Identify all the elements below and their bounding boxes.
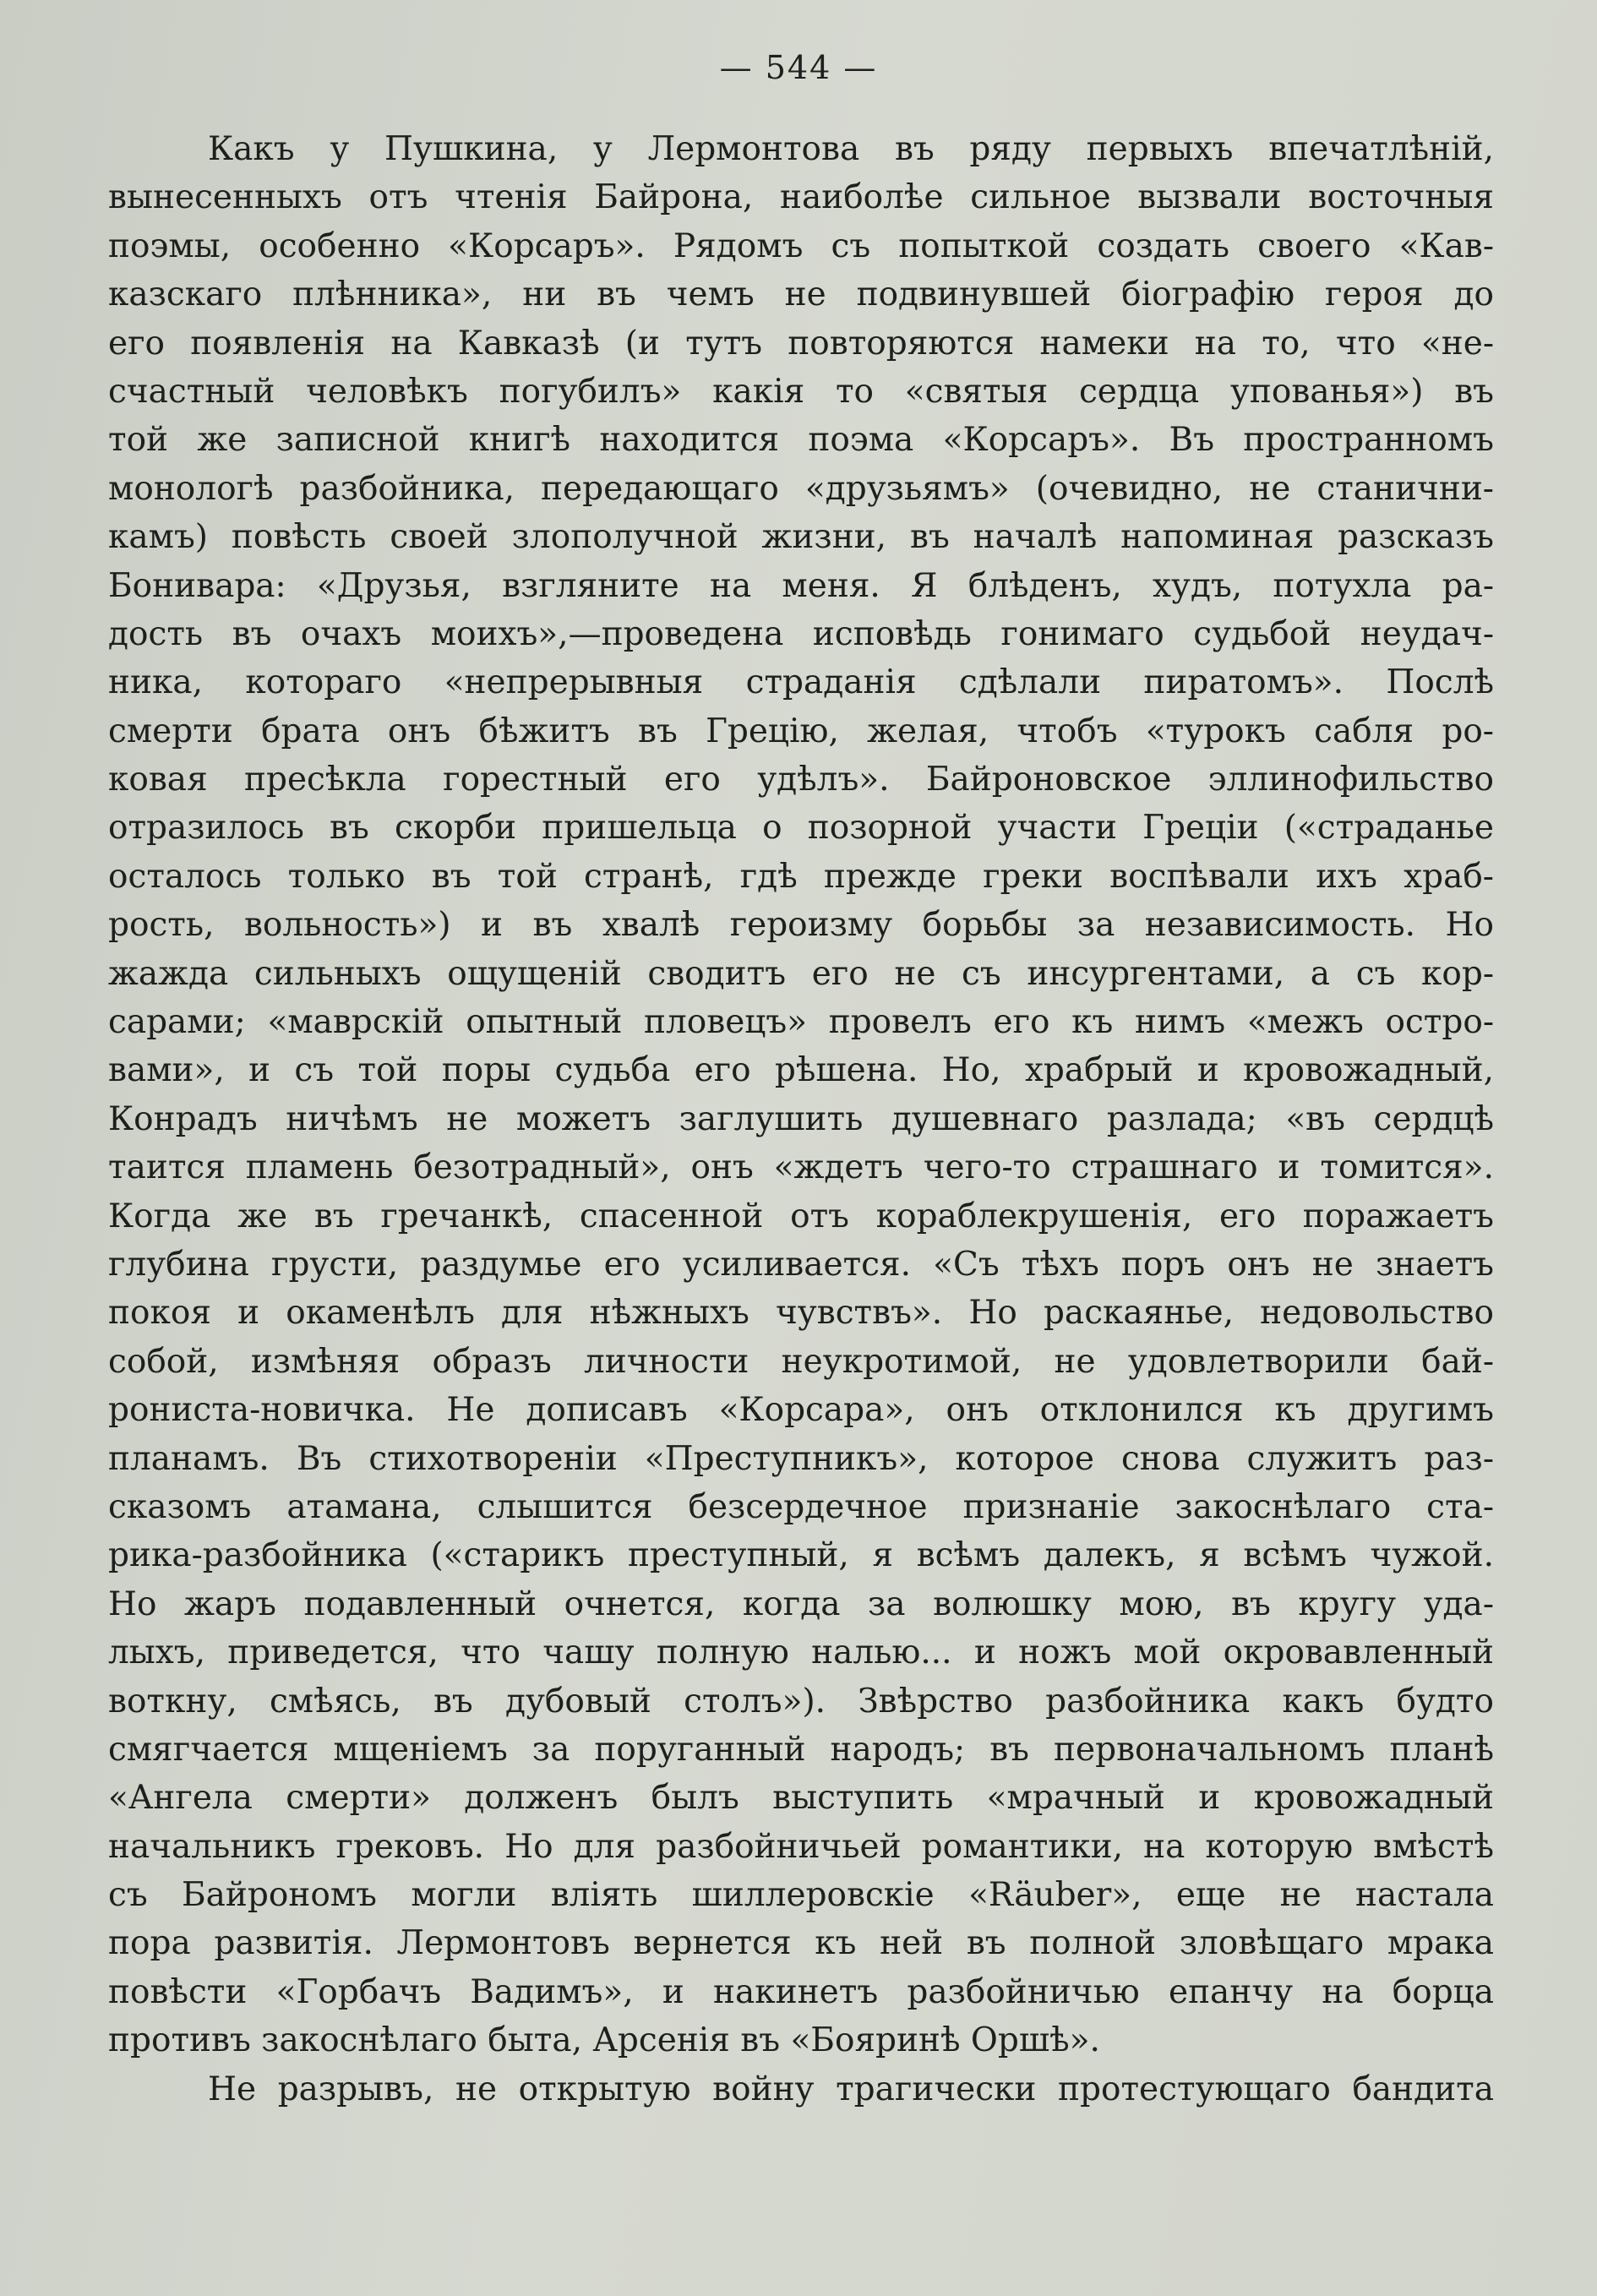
text-line: планамъ. Въ стихотвореніи «Преступникъ», которое снова служитъ раз-: [108, 1439, 1494, 1478]
text-line: камъ) повѣсть своей злополучной жизни, въ началѣ напоминая разсказъ: [108, 518, 1494, 557]
text-line: лыхъ, приведется, что чашу полную налью... и ножъ мой окровавленный: [108, 1633, 1494, 1672]
paragraph-2: [108, 2065, 1494, 2113]
text-line: таится пламень безотрадный», онъ «ждетъ чего-то страшнаго и томится».: [108, 1148, 1494, 1187]
text-line: Какъ у Пушкина, у Лермонтова въ ряду первыхъ впечатлѣній,: [208, 130, 1494, 168]
text-line: той же записной книгѣ находится поэма «Корсаръ». Въ пространномъ: [108, 421, 1494, 460]
text-line: ника, котораго «непрерывныя страданія сдѣлали пиратомъ». Послѣ: [108, 663, 1494, 702]
text-line: Бонивара: «Друзья, взгляните на меня. Я блѣденъ, худъ, потухла ра-: [108, 566, 1494, 605]
paragraph-1: [108, 125, 1494, 2065]
text-line: Но жаръ подавленный очнется, когда за волюшку мою, въ кругу уда-: [108, 1584, 1494, 1623]
text-line: монологѣ разбойника, передающаго «друзьямъ» (очевидно, не станични-: [108, 469, 1494, 508]
text-line: «Ангела смерти» долженъ былъ выступить «мрачный и кровожадный: [108, 1779, 1494, 1818]
text-line: покоя и окаменѣлъ для нѣжныхъ чувствъ». Но раскаянье, недовольство: [108, 1294, 1494, 1333]
text-line: пора развитія. Лермонтовъ вернется къ ней въ полной зловѣщаго мрака: [108, 1924, 1494, 1963]
text-line: Когда же въ гречанкѣ, спасенной отъ кораблекрушенія, его поражаетъ: [108, 1197, 1494, 1235]
text-line: осталось только въ той странѣ, гдѣ прежде греки воспѣвали ихъ храб-: [108, 857, 1494, 896]
text-line: рость, вольность») и въ хвалѣ героизму борьбы за независимость. Но: [108, 906, 1494, 945]
text-line: смягчается мщеніемъ за поруганный народъ; въ первоначальномъ планѣ: [108, 1730, 1494, 1769]
page-number: — 544 —: [719, 49, 878, 86]
text-line: Не разрывъ, не открытую войну трагически протестующаго бандита: [208, 2070, 1494, 2108]
text-line: повѣсти «Горбачъ Вадимъ», и накинетъ разбойничью епанчу на борца: [108, 1972, 1494, 2011]
text-line: съ Байрономъ могли вліять шиллеровскіе «Räuber», еще не настала: [108, 1876, 1494, 1915]
body-text: [108, 125, 1494, 2113]
text-line: сарами; «маврскій опытный пловецъ» провелъ его къ нимъ «межъ остро-: [108, 1003, 1494, 1042]
text-line: собой, измѣняя образъ личности неукротимой, не удовлетворили бай-: [108, 1342, 1494, 1381]
text-line: рика-разбойника («старикъ преступный, я всѣмъ далекъ, я всѣмъ чужой.: [108, 1536, 1494, 1575]
text-line: противъ закоснѣлаго быта, Арсенія въ «Бояринѣ Оршѣ».: [108, 2021, 1100, 2060]
text-line: его появленія на Кавказѣ (и тутъ повторяются намеки на то, что «не-: [108, 324, 1494, 363]
text-line: ковая пресѣкла горестный его удѣлъ». Байроновское эллинофильство: [108, 761, 1494, 799]
text-line: рониста-новичка. Не дописавъ «Корсара», онъ отклонился къ другимъ: [108, 1391, 1494, 1430]
text-line: отразилось въ скорби пришельца о позорной участи Греціи («страданье: [108, 809, 1494, 848]
text-line: казскаго плѣнника», ни въ чемъ не подвинувшей біографію героя до: [108, 275, 1494, 314]
text-line: воткну, смѣясь, въ дубовый столъ»). Звѣрство разбойника какъ будто: [108, 1682, 1494, 1721]
text-line: счастный человѣкъ погубилъ» какія то «святыя сердца упованья») въ: [108, 372, 1494, 411]
text-line: глубина грусти, раздумье его усиливается. «Съ тѣхъ поръ онъ не знаетъ: [108, 1245, 1494, 1284]
text-line: дость въ очахъ моихъ»,—проведена исповѣдь гонимаго судьбой неудач-: [108, 614, 1494, 653]
text-line: Конрадъ ничѣмъ не можетъ заглушить душевнаго разлада; «въ сердцѣ: [108, 1099, 1494, 1138]
text-line: вынесенныхъ отъ чтенія Байрона, наиболѣе сильное вызвали восточныя: [108, 178, 1494, 217]
text-line: начальникъ грековъ. Но для разбойничьей романтики, на которую вмѣстѣ: [108, 1827, 1494, 1866]
text-line: вами», и съ той поры судьба его рѣшена. Но, храбрый и кровожадный,: [108, 1051, 1494, 1090]
text-line: сказомъ атамана, слышится безсердечное признаніе закоснѣлаго ста-: [108, 1487, 1494, 1526]
text-line: жажда сильныхъ ощущеній сводитъ его не съ инсургентами, а съ кор-: [108, 954, 1494, 993]
text-line: смерти брата онъ бѣжитъ въ Грецію, желая, чтобъ «турокъ сабля ро-: [108, 712, 1494, 750]
text-line: поэмы, особенно «Корсаръ». Рядомъ съ попыткой создать своего «Кав-: [108, 226, 1494, 265]
